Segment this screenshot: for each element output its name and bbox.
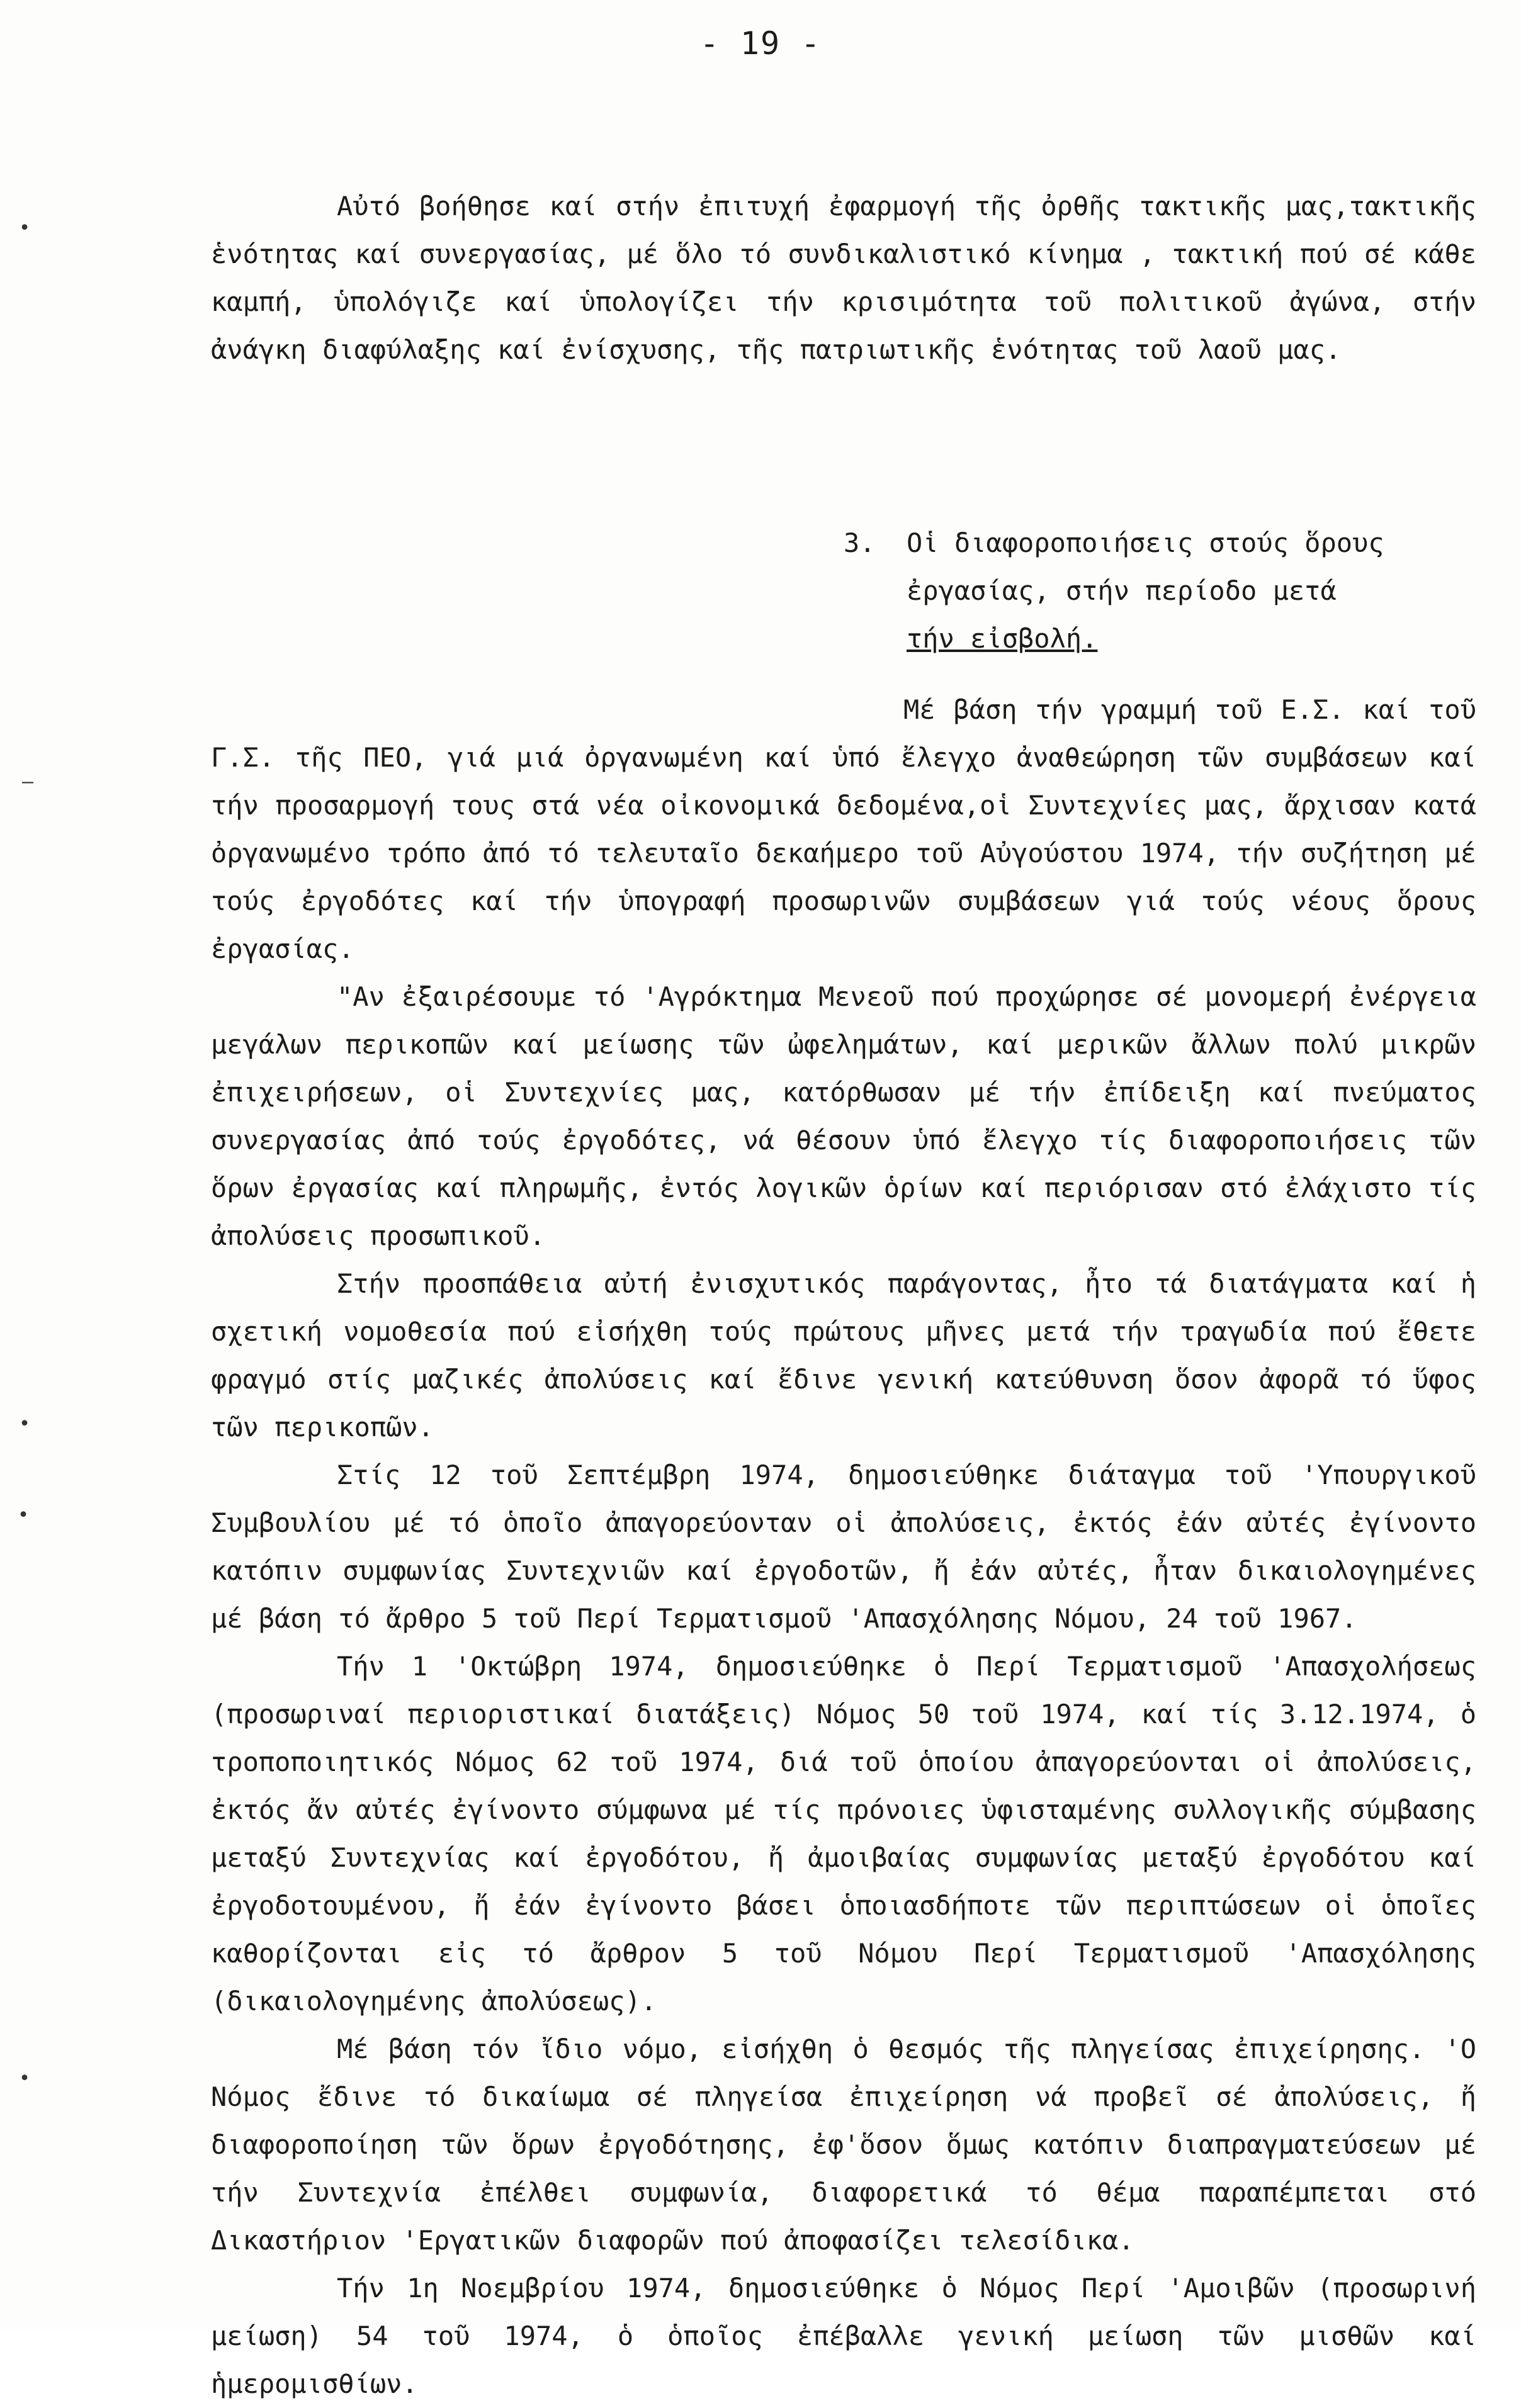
margin-dot: • bbox=[19, 2068, 31, 2090]
paragraph-5: Στίς 12 τοῦ Σεπτέμβρη 1974, δημοσιεύθηκε διάταγμα τοῦ 'Υπουργικοῦ Συμβουλίου μέ τό ὁποῖο ἀπαγορεύονταν οἱ ἀπολύσεις, ἐκτός ἐάν αὐτές ἐγίνοντο κατόπιν συμφωνίας Συντεχνιῶν καί ἐργοδοτῶν, ἤ ἐάν αὐτές, ἦταν δικαιολογημένες μέ βάση τό ἄρθρο 5 τοῦ Περί Τερματισμοῦ 'Απασχόλησης Νόμου, 24 τοῦ 1967. bbox=[211, 1460, 1476, 1634]
paragraph-8: Τήν 1η Νοεμβρίου 1974, δημοσιεύθηκε ὁ Νόμος Περί 'Αμοιβῶν (προσωρινή μείωση) 54 τοῦ 1974, ὁ ὁποῖος ἐπέβαλλε γενική μείωση τῶν μισθῶν καί ἡμερομισθίων. bbox=[211, 2273, 1476, 2399]
paragraph-6: Τήν 1 'Οκτώβρη 1974, δημοσιεύθηκε ὁ Περί Τερματισμοῦ 'Απασχολήσεως (προσωριναί περιοριστικαί διατάξεις) Νόμος 50 τοῦ 1974, καί τίς 3.12.1974, ὁ τροποποιητικός Νόμος 62 τοῦ 1974, διά τοῦ ὁποίου ἀπαγορεύονται οἱ ἀπολύσεις, ἐκτός ἄν αὐτές ἐγίνοντο σύμφωνα μέ τίς πρόνοιες ὑφισταμένης συλλογικῆς σύμβασης μεταξύ Συντεχνίας καί ἐργοδότου, ἤ ἀμοιβαίας συμφωνίας μεταξύ ἐργοδότου καί ἐργοδοτουμένου, ἤ ἐάν ἐγίνοντο βάσει ὁποιασδήποτε τῶν περιπτώσεων οἱ ὁποῖες καθορίζονται εἰς τό ἄρθρον 5 τοῦ Νόμου Περί Τερματισμοῦ 'Απασχόλησης (δικαιολογημένης ἀπολύσεως). bbox=[211, 1651, 1476, 2017]
section-title-line-3: τήν εἰσβολή. bbox=[907, 623, 1098, 654]
margin-dot: • bbox=[18, 1504, 30, 1526]
paragraph-7: Μέ βάση τόν ἴδιο νόμο, εἰσήχθη ὁ θεσμός τῆς πληγείσας ἐπιχείρησης. 'Ο Νόμος ἔδινε τό δικαίωμα σέ πληγείσα ἐπιχείρηση νά προβεῖ σέ ἀπολύσεις, ἤ διαφοροποίηση τῶν ὅρων ἐργοδότησης, ἐφ'ὅσον ὅμως κατόπιν διαπραγματεύσεων μέ τήν Συντεχνία ἐπέλθει συμφωνία, διαφορετικά τό θέμα παραπέμπεται στό Δικαστήριον 'Εργατικῶν διαφορῶν πού ἀποφασίζει τελεσίδικα. bbox=[211, 2034, 1476, 2256]
intro-block bbox=[211, 183, 1476, 374]
paragraph-1: Αὐτό βοήθησε καί στήν ἐπιτυχή ἐφαρμογή τῆς ὀρθῆς τακτικῆς μας,τακτικῆς ἑνότητας καί συνεργασίας, μέ ὅλο τό συνδικαλιστικό κίνημα , τακτική πού σέ κάθε καμπή, ὑπολόγιζε καί ὑπολογίζει τήν κρισιμότητα τοῦ πολιτικοῦ ἀγώνα, στήν ἀνάγκη διαφύλαξης καί ἐνίσχυσης, τῆς πατριωτικῆς ἑνότητας τοῦ λαοῦ μας. bbox=[211, 191, 1476, 365]
body-block bbox=[211, 686, 1476, 2408]
paragraph-2: Μέ βάση τήν γραμμή τοῦ Ε.Σ. καί τοῦ Γ.Σ. τῆς ΠΕΟ, γιά μιά ὀργανωμένη καί ὑπό ἔλεγχο ἀναθεώρηση τῶν συμβάσεων καί τήν προσαρμογή τους στά νέα οἰκονομικά δεδομένα,οἱ Συντεχνίες μας, ἄρχισαν κατά ὀργανωμένο τρόπο ἀπό τό τελευταῖο δεκαήμερο τοῦ Αὐγούστου 1974, τήν συζήτηση μέ τούς ἐργοδότες καί τήν ὑπογραφή προσωρινῶν συμβάσεων γιά τούς νέους ὅρους ἐργασίας. bbox=[211, 694, 1476, 964]
section-title-line-2: ἐργασίας, στήν περίοδο μετά bbox=[907, 575, 1337, 606]
section-number: 3. bbox=[844, 527, 876, 558]
page-number: - 19 - bbox=[699, 25, 822, 62]
paragraph-3: "Αν ἐξαιρέσουμε τό 'Αγρόκτημα Μενεοῦ πού προχώρησε σέ μονομερή ἐνέργεια μεγάλων περικοπῶν καί μείωσης τῶν ὠφελημάτων, καί μερικῶν ἄλλων πολύ μικρῶν ἐπιχειρήσεων, οἱ Συντεχνίες μας, κατόρθωσαν μέ τήν ἐπίδειξη καί πνεύματος συνεργασίας ἀπό τούς ἐργοδότες, νά θέσουν ὑπό ἔλεγχο τίς διαφοροποιήσεις τῶν ὅρων ἐργασίας καί πληρωμῆς, ἐντός λογικῶν ὁρίων καί περιόρισαν στό ἐλάχιστο τίς ἀπολύσεις προσωπικοῦ. bbox=[211, 981, 1476, 1251]
section-title-line-1: Οἱ διαφοροποιήσεις στούς ὅρους bbox=[907, 527, 1384, 558]
margin-dot: • bbox=[19, 217, 31, 239]
paragraph-4: Στήν προσπάθεια αὐτή ἐνισχυτικός παράγοντας, ἦτο τά διατάγματα καί ἡ σχετική νομοθεσία πού εἰσήχθη τούς πρώτους μῆνες μετά τήν τραγωδία πού ἔθετε φραγμό στίς μαζικές ἀπολύσεις καί ἔδινε γενική κατεύθυνση ὅσον ἀφορᾶ τό ὕφος τῶν περικοπῶν. bbox=[211, 1268, 1476, 1443]
section-title bbox=[907, 519, 1423, 663]
margin-dot: • bbox=[19, 1413, 31, 1435]
margin-dash: – bbox=[22, 771, 34, 793]
